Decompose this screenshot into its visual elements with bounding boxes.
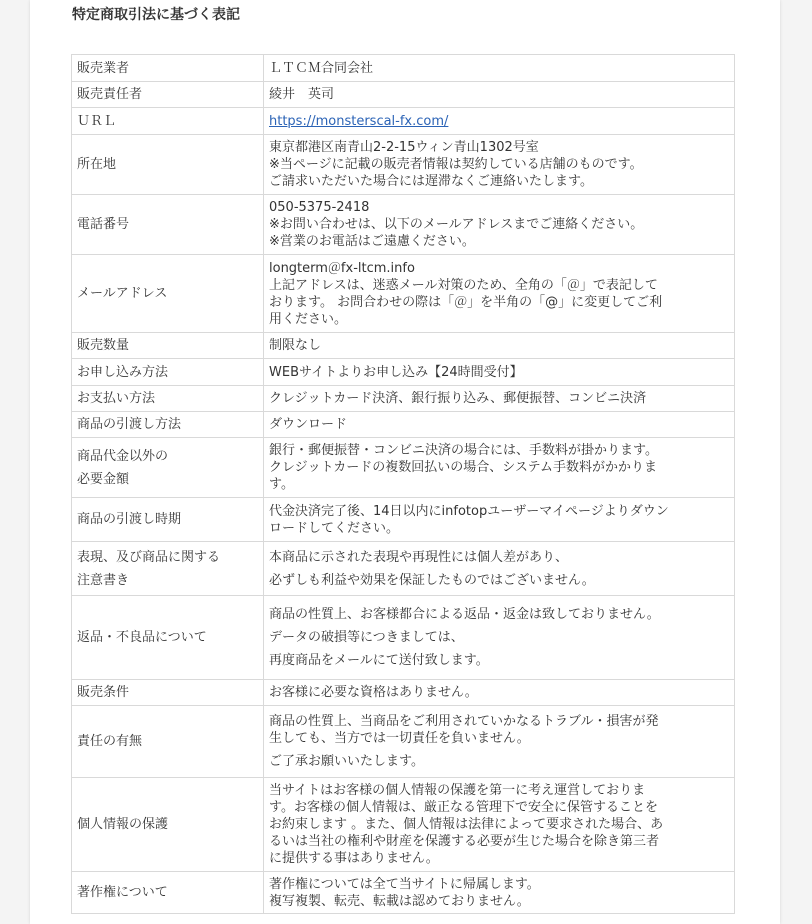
table-row [72, 778, 735, 872]
table-row [72, 412, 735, 438]
row-value: お客様に必要な資格はありません。 [264, 680, 735, 706]
table-row [72, 386, 735, 412]
row-value: 当サイトはお客様の個人情報の保護を第一に考え運営しておりま す。お客様の個人情報は、厳正なる管理下で安全に保管することを お約束します 。また、個人情報は法律によって要求された場合、あ るいは当社の権利や財産を保護する必要が生じた場合を除き第三者 に提供する事はありません。 [264, 778, 735, 872]
row-value: 東京都港区南青山2-2-15ウィン青山1302号室 ※当ページに記載の販売者情報は契約している店舗のものです。 ご請求いただいた場合には遅滞なくご連絡いたします。 [264, 135, 735, 195]
row-value: ダウンロード [264, 412, 735, 438]
table-row [72, 498, 735, 542]
row-label: お申し込み方法 [72, 359, 264, 386]
table-row [72, 680, 735, 706]
table-row [72, 596, 735, 680]
row-label: 商品の引渡し時期 [72, 498, 264, 542]
row-label: メールアドレス [72, 255, 264, 333]
row-value: クレジットカード決済、銀行振り込み、郵便振替、コンビニ決済 [264, 386, 735, 412]
row-value: 綾井 英司 [264, 82, 735, 108]
row-label: 個人情報の保護 [72, 778, 264, 872]
row-label: 販売責任者 [72, 82, 264, 108]
table-row [72, 872, 735, 914]
row-label: 商品の引渡し方法 [72, 412, 264, 438]
row-label: 著作権について [72, 872, 264, 914]
row-label: 販売業者 [72, 55, 264, 82]
row-value: 銀行・郵便振替・コンビニ決済の場合には、手数料が掛かります。 クレジットカードの複数回払いの場合、システム手数料がかかりま す。 [264, 438, 735, 498]
row-value: ＬＴＣＭ合同会社 [264, 55, 735, 82]
site-url-link[interactable]: https://monsterscal-fx.com/ [269, 113, 449, 129]
row-label: 商品代金以外の 必要金額 [72, 438, 264, 498]
table-row [72, 82, 735, 108]
page-title: 特定商取引法に基づく表記 [72, 7, 240, 23]
row-value: 050-5375-2418 ※お問い合わせは、以下のメールアドレスまでご連絡ください。 ※営業のお電話はご遠慮ください。 [264, 195, 735, 255]
table-row [72, 255, 735, 333]
row-label: 販売数量 [72, 333, 264, 359]
row-label: 所在地 [72, 135, 264, 195]
legal-info-table [71, 54, 735, 914]
row-label: お支払い方法 [72, 386, 264, 412]
email-address[interactable]: longterm＠fx-ltcm.info [269, 260, 415, 276]
table-row [72, 195, 735, 255]
row-value: longterm＠fx-ltcm.info 上記アドレスは、迷惑メール対策のため、全角の「＠」で表記して おります。 お問合わせの際は「＠」を半角の「@」に変更してご利 用ください。 [264, 255, 735, 333]
table-row [72, 542, 735, 596]
page-card [30, 0, 780, 924]
table-row [72, 438, 735, 498]
table-row [72, 55, 735, 82]
row-value: 制限なし [264, 333, 735, 359]
row-label: 電話番号 [72, 195, 264, 255]
row-label: 販売条件 [72, 680, 264, 706]
row-label: 責任の有無 [72, 706, 264, 778]
row-value: WEBサイトよりお申し込み【24時間受付】 [264, 359, 735, 386]
row-label: ＵＲＬ [72, 108, 264, 135]
table-row [72, 108, 735, 135]
table-row [72, 333, 735, 359]
row-label: 表現、及び商品に関する 注意書き [72, 542, 264, 596]
row-value: 商品の性質上、お客様都合による返品・返金は致しておりません。 データの破損等につきましては、 再度商品をメールにて送付致します。 [264, 596, 735, 680]
row-value [264, 108, 735, 135]
row-value: 本商品に示された表現や再現性には個人差があり、 必ずしも利益や効果を保証したものではございません。 [264, 542, 735, 596]
row-value: 商品の性質上、当商品をご利用されていかなるトラブル・損害が発 生しても、当方では一切責任を負いません。 ご了承お願いいたします。 [264, 706, 735, 778]
table-row [72, 135, 735, 195]
row-value: 代金決済完了後、14日以内にinfotopユーザーマイページよりダウン ロードしてください。 [264, 498, 735, 542]
table-row [72, 359, 735, 386]
row-label: 返品・不良品について [72, 596, 264, 680]
row-value: 著作権については全て当サイトに帰属します。 複写複製、転売、転載は認めておりません。 [264, 872, 735, 914]
table-row [72, 706, 735, 778]
